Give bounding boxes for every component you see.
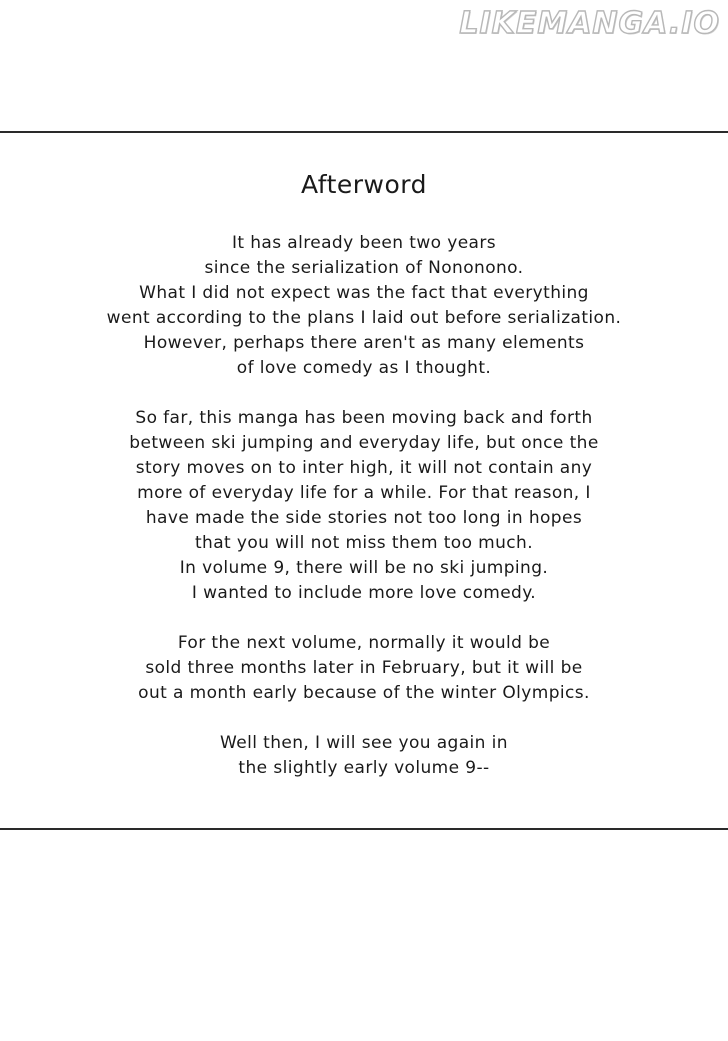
text-line: story moves on to inter high, it will not contain any <box>135 458 593 478</box>
text-line: It has already been two years <box>231 233 497 253</box>
site-watermark: LIKEMANGA.IO <box>459 6 720 41</box>
text-line: I wanted to include more love comedy. <box>191 583 537 603</box>
text-line: more of everyday life for a while. For that reason, I <box>137 483 591 503</box>
text-line: In volume 9, there will be no ski jumping. <box>179 558 549 578</box>
paragraph-4 <box>0 731 728 781</box>
text-line: have made the side stories not too long in hopes <box>145 508 583 528</box>
text-line: So far, this manga has been moving back and forth <box>135 408 593 428</box>
text-line: out a month early because of the winter Olympics. <box>138 683 590 703</box>
text-line: of love comedy as I thought. <box>236 358 492 378</box>
paragraph-2 <box>0 406 728 606</box>
text-line: since the serialization of Nononono. <box>204 258 524 278</box>
text-line: between ski jumping and everyday life, but once the <box>129 433 599 453</box>
page-title: Afterword <box>301 170 427 199</box>
text-line: the slightly early volume 9-- <box>238 758 490 778</box>
bottom-divider <box>0 828 728 830</box>
text-line: For the next volume, normally it would be <box>177 633 551 653</box>
text-line: What I did not expect was the fact that everything <box>139 283 589 303</box>
paragraph-3 <box>0 631 728 706</box>
text-line: that you will not miss them too much. <box>194 533 534 553</box>
text-line: sold three months later in February, but it will be <box>145 658 583 678</box>
paragraph-1 <box>0 231 728 381</box>
text-line: went according to the plans I laid out before serialization. <box>106 308 622 328</box>
top-divider <box>0 131 728 133</box>
text-line: Well then, I will see you again in <box>220 733 508 753</box>
afterword-body <box>0 231 728 781</box>
text-line: However, perhaps there aren't as many elements <box>143 333 585 353</box>
